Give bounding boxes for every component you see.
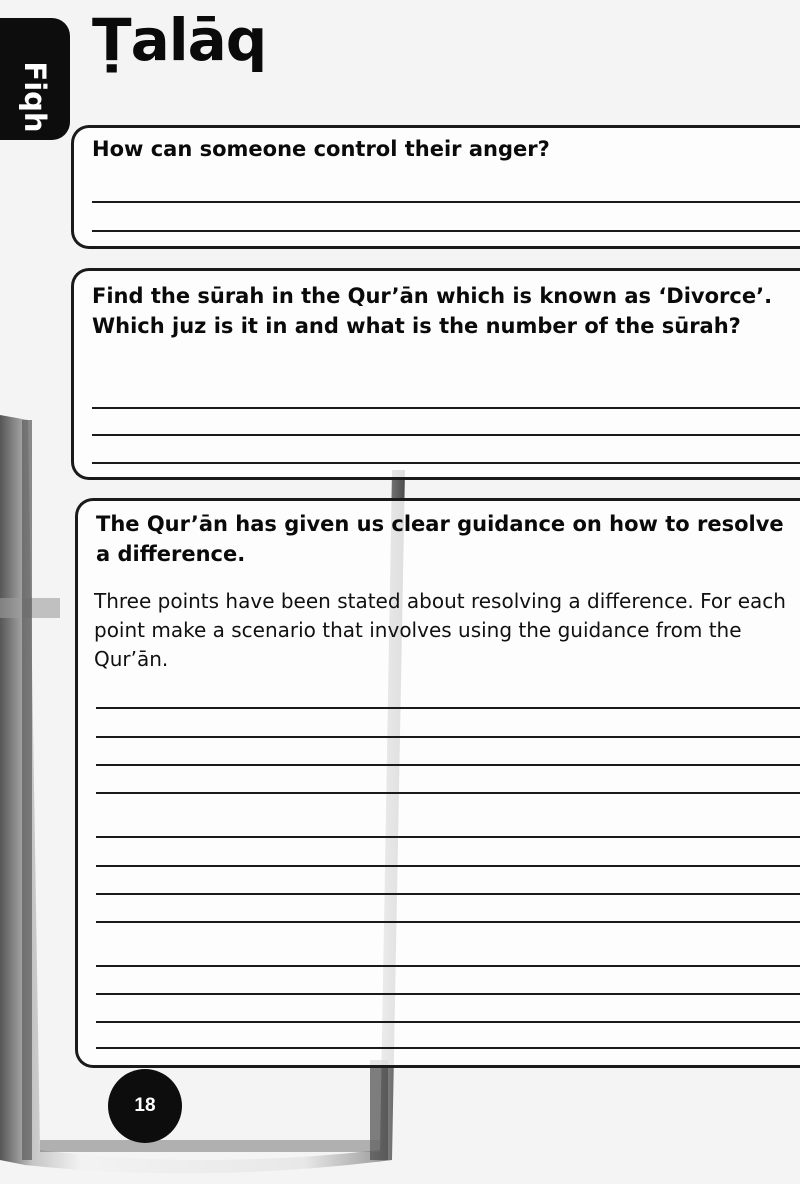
question-text: The Qur’ān has given us clear guidance on how to resolve a difference.: [96, 512, 784, 566]
answer-line[interactable]: [96, 965, 800, 967]
answer-line[interactable]: [96, 865, 800, 867]
question-text: How can someone control their anger?: [92, 137, 550, 161]
answer-line[interactable]: [96, 792, 800, 794]
answer-line[interactable]: [92, 201, 800, 203]
answer-line[interactable]: [92, 407, 800, 409]
answer-line[interactable]: [92, 462, 800, 464]
answer-line[interactable]: [96, 707, 800, 709]
answer-line[interactable]: [96, 921, 800, 923]
answer-line[interactable]: [96, 1047, 800, 1049]
answer-line[interactable]: [96, 1021, 800, 1023]
answer-line[interactable]: [96, 764, 800, 766]
question-box-surah: [71, 268, 800, 480]
question-box-anger: [71, 125, 800, 249]
section-tab-label: Fiqh: [18, 61, 52, 133]
answer-line[interactable]: [96, 893, 800, 895]
question-text: Find the sūrah in the Qur’ān which is known as ‘Divorce’. Which juz is it in and what is the number of the sūrah?: [92, 284, 773, 338]
answer-line[interactable]: [96, 993, 800, 995]
section-tab: [0, 18, 70, 140]
answer-line[interactable]: [92, 230, 800, 232]
instruction-text: Three points have been stated about resolving a difference. For each point make a scenario that involves using the guidance from the Qur’ān.: [94, 589, 786, 671]
answer-line[interactable]: [96, 836, 800, 838]
question-box-resolve-difference: [75, 498, 800, 1068]
answer-line[interactable]: [96, 736, 800, 738]
page-title: Ṭalāq: [92, 6, 267, 74]
page-number: 18: [108, 1069, 182, 1143]
answer-line[interactable]: [92, 434, 800, 436]
